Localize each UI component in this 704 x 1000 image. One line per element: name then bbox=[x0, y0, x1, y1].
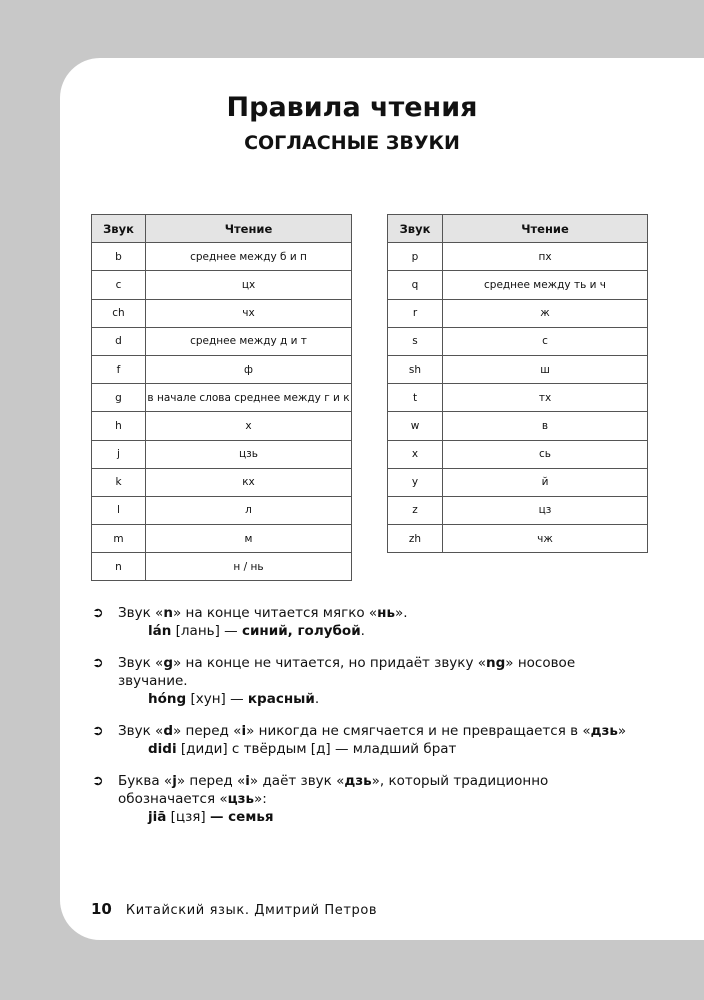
sound-cell: m bbox=[92, 525, 146, 553]
table-row bbox=[92, 468, 352, 496]
consonants-table-left bbox=[91, 214, 352, 581]
sound-cell: n bbox=[92, 553, 146, 581]
reading-cell: м bbox=[146, 525, 352, 553]
table-row bbox=[388, 384, 648, 412]
table-row bbox=[388, 327, 648, 355]
reading-cell: н / нь bbox=[146, 553, 352, 581]
note-d-before-i bbox=[92, 722, 648, 758]
reading-cell: тх bbox=[443, 384, 648, 412]
table-row bbox=[92, 243, 352, 271]
sound-cell: k bbox=[92, 468, 146, 496]
table-header-row bbox=[388, 215, 648, 243]
note-text: Буква «j» перед «i» даёт звук «дзь», который традиционно обозначается «цзь»: bbox=[118, 773, 549, 807]
reading-cell: с bbox=[443, 327, 648, 355]
reading-cell: среднее между ть и ч bbox=[443, 271, 648, 299]
note-example: didi [диди] с твёрдым [д] — младший брат bbox=[148, 741, 457, 757]
sound-cell: f bbox=[92, 355, 146, 383]
note-n-final bbox=[92, 604, 648, 640]
table-row bbox=[92, 412, 352, 440]
note-g-final bbox=[92, 654, 648, 708]
reading-cell: среднее между б и п bbox=[146, 243, 352, 271]
note-example: hóng [хун] — красный. bbox=[148, 691, 320, 707]
reading-cell: л bbox=[146, 496, 352, 524]
reading-cell: цзь bbox=[146, 440, 352, 468]
reading-cell: ш bbox=[443, 355, 648, 383]
table-row bbox=[92, 355, 352, 383]
arrow-bullet-icon: ➲ bbox=[92, 655, 104, 671]
consonants-table-right bbox=[387, 214, 648, 553]
sound-cell: h bbox=[92, 412, 146, 440]
note-text: Звук «n» на конце читается мягко «нь». bbox=[118, 605, 408, 621]
reading-cell: кх bbox=[146, 468, 352, 496]
page-footer bbox=[91, 900, 377, 918]
reading-cell: в начале слова среднее между г и к bbox=[146, 384, 352, 412]
sound-cell: d bbox=[92, 327, 146, 355]
sound-cell: zh bbox=[388, 525, 443, 553]
sound-cell: ch bbox=[92, 299, 146, 327]
reading-cell: в bbox=[443, 412, 648, 440]
sound-cell: s bbox=[388, 327, 443, 355]
reading-cell: ф bbox=[146, 355, 352, 383]
note-example: lán [лань] — синий, голубой. bbox=[148, 623, 365, 639]
reading-notes bbox=[92, 604, 648, 840]
page-title: Правила чтения bbox=[226, 92, 478, 123]
sound-cell: b bbox=[92, 243, 146, 271]
sound-cell: p bbox=[388, 243, 443, 271]
reading-cell: пх bbox=[443, 243, 648, 271]
reading-cell: сь bbox=[443, 440, 648, 468]
table-row bbox=[92, 525, 352, 553]
table-row bbox=[92, 384, 352, 412]
page-subtitle: СОГЛАСНЫЕ ЗВУКИ bbox=[244, 132, 460, 154]
reading-cell: чх bbox=[146, 299, 352, 327]
sound-cell: g bbox=[92, 384, 146, 412]
sound-cell: t bbox=[388, 384, 443, 412]
sound-cell: r bbox=[388, 299, 443, 327]
table-row bbox=[388, 243, 648, 271]
note-text: Звук «d» перед «i» никогда не смягчается и не превращается в «дзь» bbox=[118, 723, 627, 739]
sound-cell: l bbox=[92, 496, 146, 524]
table-row bbox=[92, 299, 352, 327]
note-text: Звук «g» на конце не читается, но придаёт звуку «ng» носовое звучание. bbox=[118, 655, 576, 689]
table-row bbox=[92, 553, 352, 581]
reading-cell: й bbox=[443, 468, 648, 496]
table-row bbox=[92, 271, 352, 299]
note-j-before-i bbox=[92, 772, 648, 826]
column-header-reading: Чтение bbox=[146, 215, 352, 243]
table-row bbox=[388, 299, 648, 327]
table-header-row bbox=[92, 215, 352, 243]
column-header-sound: Звук bbox=[388, 215, 443, 243]
sound-cell: z bbox=[388, 496, 443, 524]
arrow-bullet-icon: ➲ bbox=[92, 723, 104, 739]
table-row bbox=[388, 496, 648, 524]
column-header-sound: Звук bbox=[92, 215, 146, 243]
footer-book-title: Китайский язык. Дмитрий Петров bbox=[125, 903, 378, 918]
table-row bbox=[92, 496, 352, 524]
table-row bbox=[92, 327, 352, 355]
table-row bbox=[92, 440, 352, 468]
note-example: jiā [цзя] — семья bbox=[148, 809, 274, 825]
sound-cell: j bbox=[92, 440, 146, 468]
sound-cell: sh bbox=[388, 355, 443, 383]
page-number: 10 bbox=[91, 900, 112, 918]
table-row bbox=[388, 412, 648, 440]
reading-cell: ж bbox=[443, 299, 648, 327]
reading-cell: х bbox=[146, 412, 352, 440]
column-header-reading: Чтение bbox=[443, 215, 648, 243]
reading-cell: среднее между д и т bbox=[146, 327, 352, 355]
reading-cell: цз bbox=[443, 496, 648, 524]
arrow-bullet-icon: ➲ bbox=[92, 773, 104, 789]
table-row bbox=[388, 271, 648, 299]
table-row bbox=[388, 355, 648, 383]
sound-cell: x bbox=[388, 440, 443, 468]
sound-cell: y bbox=[388, 468, 443, 496]
arrow-bullet-icon: ➲ bbox=[92, 605, 104, 621]
sound-cell: c bbox=[92, 271, 146, 299]
sound-cell: w bbox=[388, 412, 443, 440]
sound-cell: q bbox=[388, 271, 443, 299]
table-row bbox=[388, 525, 648, 553]
table-row bbox=[388, 440, 648, 468]
table-row bbox=[388, 468, 648, 496]
reading-cell: чж bbox=[443, 525, 648, 553]
reading-cell: цх bbox=[146, 271, 352, 299]
